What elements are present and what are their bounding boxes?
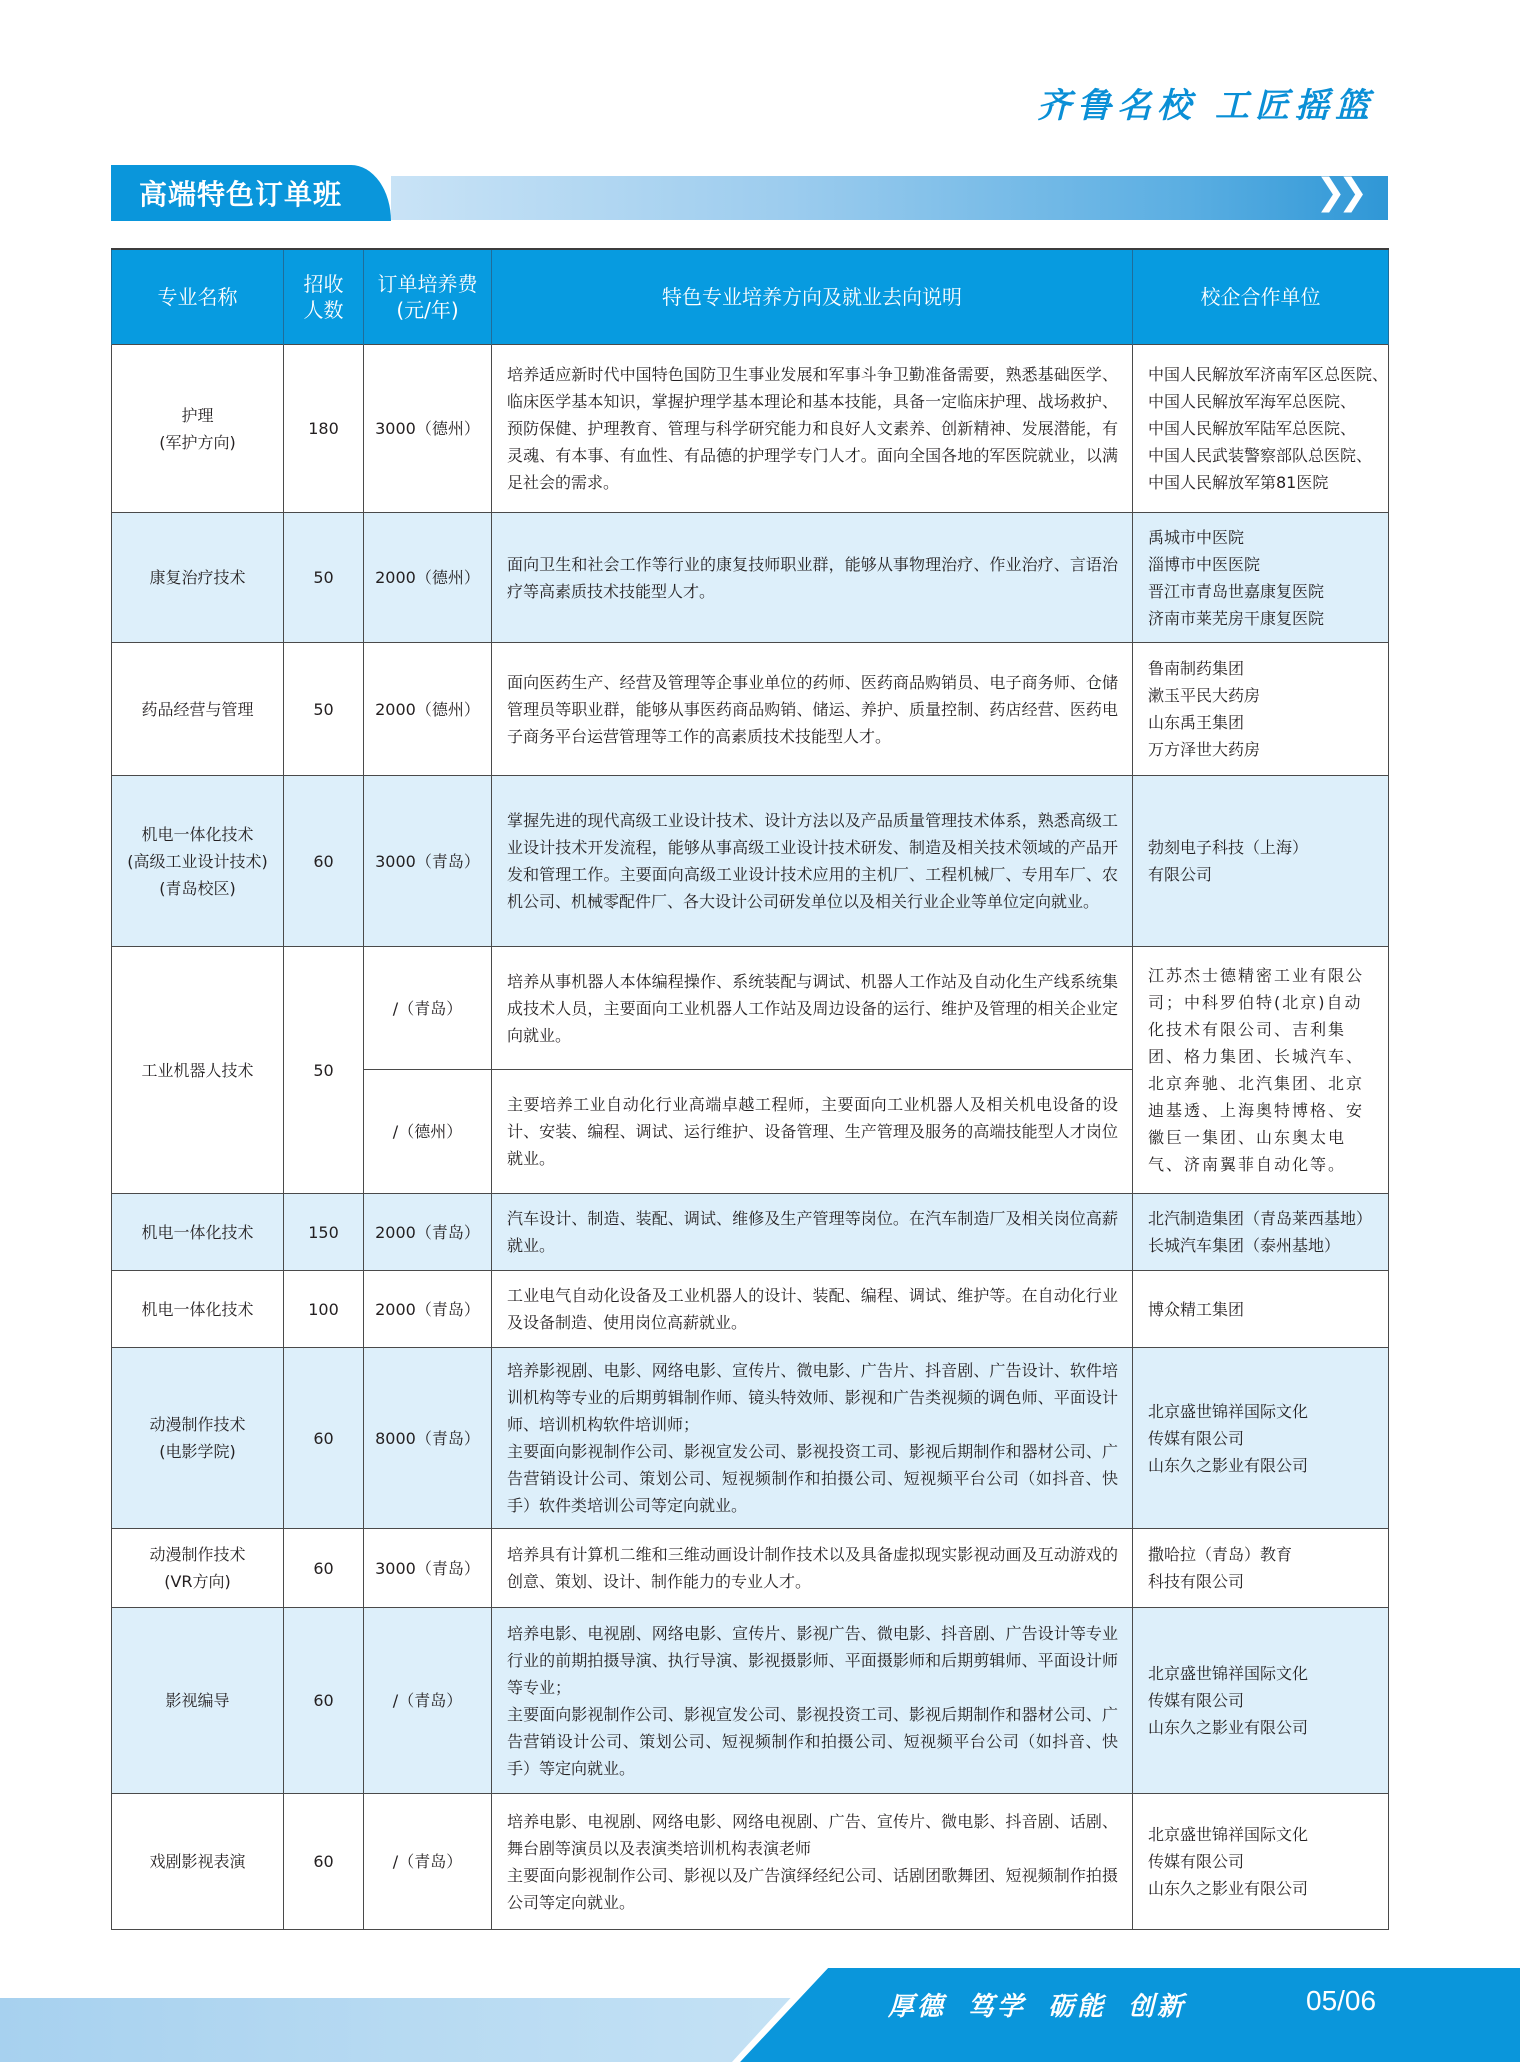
table-row (112, 643, 1389, 776)
tuition-fee: 3000（青岛） (364, 776, 492, 947)
partner-units: 禹城市中医院 淄博市中医医院 晋江市青岛世嘉康复医院 济南市莱芜房干康复医院 (1133, 513, 1389, 643)
col-header-major: 专业名称 (112, 249, 284, 345)
partner-units: 撒哈拉（青岛）教育 科技有限公司 (1133, 1529, 1389, 1608)
program-description: 培养适应新时代中国特色国防卫生事业发展和军事斗争卫勤准备需要，熟悉基础医学、临床医学基本知识，掌握护理学基本理论和基本技能，具备一定临床护理、战场救护、预防保健、护理教育、管理与科学研究能力和良好人文素养、创新精神、发展潜能，有灵魂、有本事、有血性、有品德的护理学专门人才。面向全国各地的军医院就业，以满足社会的需求。 (492, 345, 1133, 513)
partner-units: 鲁南制药集团 漱玉平民大药房 山东禹王集团 万方泽世大药房 (1133, 643, 1389, 776)
program-description: 培养电影、电视剧、网络电影、宣传片、影视广告、微电影、抖音剧、广告设计等专业行业的前期拍摄导演、执行导演、影视摄影师、平面摄影师和后期剪辑师、平面设计师等专业； 主要面向影视制作公司、影视宣发公司、影视投资工司、影视后期制作和器材公司、广告营销设计公司、策划公司、短视频制作和拍摄公司、短视频平台公司（如抖音、快手）等定向就业。 (492, 1608, 1133, 1794)
partner-units: 勃刻电子科技（上海） 有限公司 (1133, 776, 1389, 947)
page-number: 05/06 (1306, 1985, 1377, 2016)
enrollment-count: 150 (284, 1194, 364, 1271)
double-chevron-right-icon: ❯❯ (1315, 172, 1360, 213)
enrollment-count: 50 (284, 947, 364, 1194)
footer-band-left (0, 1998, 820, 2062)
school-slogan: 齐鲁名校 工匠摇篮 (1037, 86, 1375, 126)
table-row (112, 1194, 1389, 1271)
program-description: 培养从事机器人本体编程操作、系统装配与调试、机器人工作站及自动化生产线系统集成技术人员，主要面向工业机器人工作站及周边设备的运行、维护及管理的相关企业定向就业。 (492, 947, 1133, 1070)
program-description: 培养影视剧、电影、网络电影、宣传片、微电影、广告片、抖音剧、广告设计、软件培训机构等专业的后期剪辑制作师、镜头特效师、影视和广告类视频的调色师、平面设计师、培训机构软件培训师； 主要面向影视制作公司、影视宣发公司、影视投资工司、影视后期制作和器材公司、广告营销设计公司、策划公司、短视频制作和拍摄公司、短视频平台公司（如抖音、快手）软件类培训公司等定向就业。 (492, 1348, 1133, 1529)
major-name: 机电一体化技术 (高级工业设计技术) (青岛校区) (112, 776, 284, 947)
tuition-fee: 2000（青岛） (364, 1194, 492, 1271)
tuition-fee: 8000（青岛） (364, 1348, 492, 1529)
col-header-enrollment: 招收 人数 (284, 249, 364, 345)
col-header-description: 特色专业培养方向及就业去向说明 (492, 249, 1133, 345)
major-name: 工业机器人技术 (112, 947, 284, 1194)
partner-units: 北汽制造集团（青岛莱西基地） 长城汽车集团（泰州基地） (1133, 1194, 1389, 1271)
major-name: 动漫制作技术 (VR方向) (112, 1529, 284, 1608)
major-name: 护理 (军护方向) (112, 345, 284, 513)
table-row (112, 947, 1389, 1070)
table-row (112, 1529, 1389, 1608)
table-row (112, 1794, 1389, 1930)
enrollment-count: 60 (284, 1608, 364, 1794)
enrollment-count: 60 (284, 1348, 364, 1529)
enrollment-count: 180 (284, 345, 364, 513)
program-description: 培养具有计算机二维和三维动画设计制作技术以及具备虚拟现实影视动画及互动游戏的创意、策划、设计、制作能力的专业人才。 (492, 1529, 1133, 1608)
major-name: 药品经营与管理 (112, 643, 284, 776)
major-name: 机电一体化技术 (112, 1271, 284, 1348)
major-name: 影视编导 (112, 1608, 284, 1794)
partner-units: 江苏杰士德精密工业有限公司；中科罗伯特(北京)自动化技术有限公司、吉利集团、格力集团、长城汽车、北京奔驰、北汽集团、北京迪基透、上海奥特博格、安徽巨一集团、山东奥太电气、济南翼菲自动化等。 (1133, 947, 1389, 1194)
section-banner (111, 165, 1388, 221)
table-row (112, 1271, 1389, 1348)
table-row (112, 345, 1389, 513)
school-motto: 厚德 笃学 砺能 创新 (888, 1992, 1187, 2022)
program-description: 主要培养工业自动化行业高端卓越工程师，主要面向工业机器人及相关机电设备的设计、安装、编程、调试、运行维护、设备管理、生产管理及服务的高端技能型人才岗位就业。 (492, 1070, 1133, 1194)
tuition-fee: 2000（德州） (364, 513, 492, 643)
tuition-fee: 3000（青岛） (364, 1529, 492, 1608)
program-description: 汽车设计、制造、装配、调试、维修及生产管理等岗位。在汽车制造厂及相关岗位高薪就业。 (492, 1194, 1133, 1271)
major-name: 康复治疗技术 (112, 513, 284, 643)
partner-units: 北京盛世锦祥国际文化 传媒有限公司 山东久之影业有限公司 (1133, 1608, 1389, 1794)
major-name: 机电一体化技术 (112, 1194, 284, 1271)
table-row (112, 1348, 1389, 1529)
enrollment-count: 60 (284, 776, 364, 947)
enrollment-count: 50 (284, 513, 364, 643)
partner-units: 中国人民解放军济南军区总医院、 中国人民解放军海军总医院、 中国人民解放军陆军总医院、 中国人民武装警察部队总医院、 中国人民解放军第81医院 (1133, 345, 1389, 513)
program-description: 面向医药生产、经营及管理等企事业单位的药师、医药商品购销员、电子商务师、仓储管理员等职业群，能够从事医药商品购销、储运、养护、质量控制、药店经营、医药电子商务平台运营管理等工作的高素质技术技能型人才。 (492, 643, 1133, 776)
program-description: 工业电气自动化设备及工业机器人的设计、装配、编程、调试、维护等。在自动化行业及设备制造、使用岗位高薪就业。 (492, 1271, 1133, 1348)
major-name: 动漫制作技术 (电影学院) (112, 1348, 284, 1529)
table-row (112, 1608, 1389, 1794)
partner-units: 博众精工集团 (1133, 1271, 1389, 1348)
tuition-fee: /（德州） (364, 1070, 492, 1194)
tuition-fee: /（青岛） (364, 947, 492, 1070)
tuition-fee: 2000（德州） (364, 643, 492, 776)
tuition-fee: /（青岛） (364, 1794, 492, 1930)
enrollment-count: 50 (284, 643, 364, 776)
tuition-fee: /（青岛） (364, 1608, 492, 1794)
program-description: 面向卫生和社会工作等行业的康复技师职业群，能够从事物理治疗、作业治疗、言语治疗等高素质技术技能型人才。 (492, 513, 1133, 643)
order-class-table (111, 248, 1389, 1930)
table-row (112, 776, 1389, 947)
enrollment-count: 60 (284, 1794, 364, 1930)
enrollment-count: 60 (284, 1529, 364, 1608)
program-description: 掌握先进的现代高级工业设计技术、设计方法以及产品质量管理技术体系，熟悉高级工业设计技术开发流程，能够从事高级工业设计技术研发、制造及相关技术领域的产品开发和管理工作。主要面向高级工业设计技术应用的主机厂、工程机械厂、专用车厂、农机公司、机械零配件厂、各大设计公司研发单位以及相关行业企业等单位定向就业。 (492, 776, 1133, 947)
table-header-row (112, 249, 1389, 345)
partner-units: 北京盛世锦祥国际文化 传媒有限公司 山东久之影业有限公司 (1133, 1348, 1389, 1529)
col-header-partners: 校企合作单位 (1133, 249, 1389, 345)
banner-gradient (391, 176, 1388, 220)
enrollment-count: 100 (284, 1271, 364, 1348)
col-header-fee: 订单培养费 (元/年) (364, 249, 492, 345)
section-title: 高端特色订单班 (139, 178, 343, 211)
major-name: 戏剧影视表演 (112, 1794, 284, 1930)
table-row (112, 513, 1389, 643)
program-description: 培养电影、电视剧、网络电影、网络电视剧、广告、宣传片、微电影、抖音剧、话剧、舞台剧等演员以及表演类培训机构表演老师 主要面向影视制作公司、影视以及广告演绎经纪公司、话剧团歌舞团、短视频制作拍摄公司等定向就业。 (492, 1794, 1133, 1930)
tuition-fee: 3000（德州） (364, 345, 492, 513)
partner-units: 北京盛世锦祥国际文化 传媒有限公司 山东久之影业有限公司 (1133, 1794, 1389, 1930)
tuition-fee: 2000（青岛） (364, 1271, 492, 1348)
